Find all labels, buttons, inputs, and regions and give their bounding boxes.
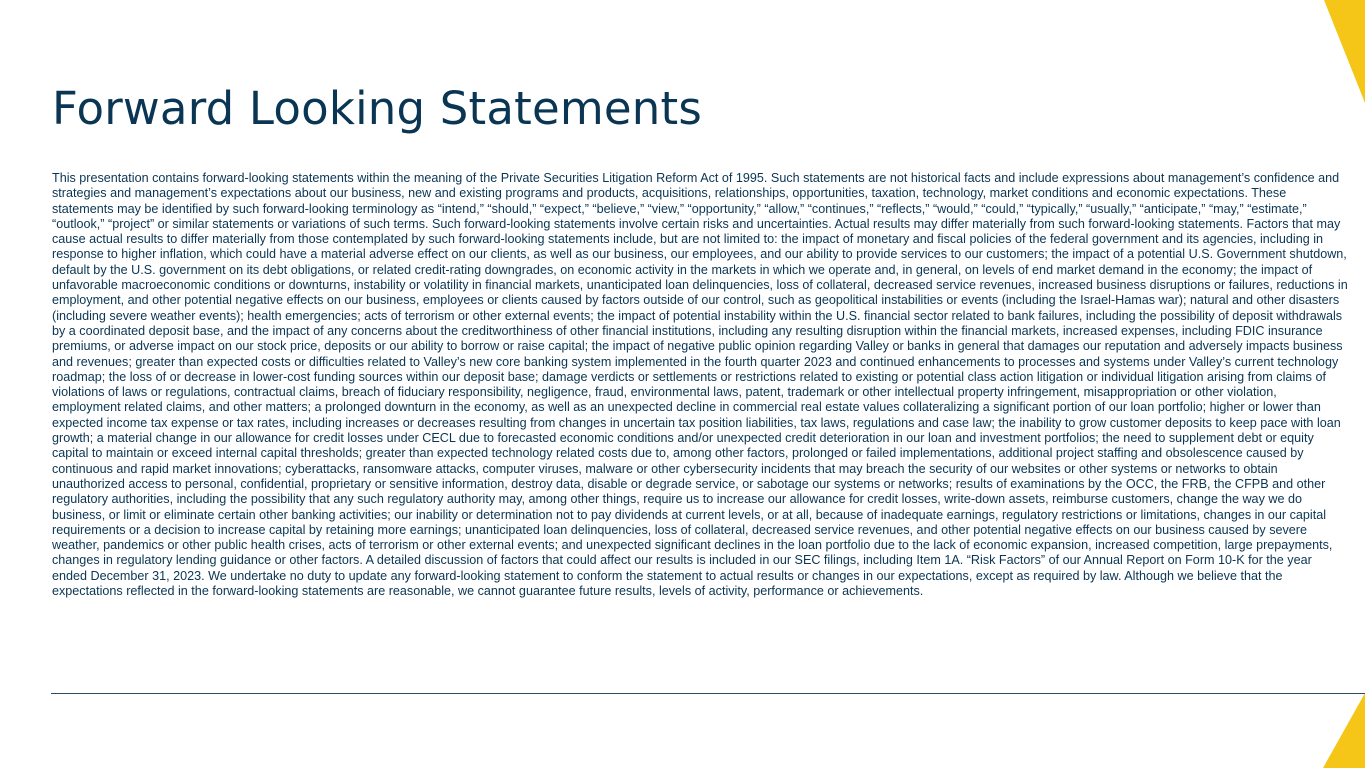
bottom-right-accent-shape xyxy=(1323,693,1365,768)
footer-divider xyxy=(51,693,1365,694)
top-right-accent-shape xyxy=(1324,0,1365,103)
disclaimer-paragraph: This presentation contains forward-looking statements within the meaning of the Private Securities Litigation Reform Act of 1995. Such statements are not historical facts and include expressions about management’s confidence and strategies and management’s expectations about our business, new and existing programs and products, acquisitions, relationships, opportunities, taxation, technology, market conditions and economic expectations. These statements may be identified by such forward-looking terminology as “intend,” “should,” “expect,” “believe,” “view,” “opportunity,” “allow,” “continues,” “reflects,” “would,” “could,” “typically,” “usually,” “anticipate,” “may,” “estimate,” “outlook,” “project” or similar statements or variations of such terms. Such forward-looking statements involve certain risks and uncertainties. Actual results may differ materially from such forward-looking statements. Factors that may cause actual results to differ materially from those contemplated by such forward-looking statements include, but are not limited to: the impact of monetary and fiscal policies of the federal government and its agencies, including in response to higher inflation, which could have a material adverse effect on our clients, as well as our business, our employees, and our ability to provide services to our customers; the impact of a potential U.S. Government shutdown, default by the U.S. government on its debt obligations, or related credit-rating downgrades, on economic activity in the markets in which we operate and, in general, on levels of end market demand in the economy; the impact of unfavorable macroeconomic conditions or downturns, instability or volatility in financial markets, unanticipated loan delinquencies, loss of collateral, decreased service revenues, increased business disruptions or failures, reductions in employment, and other potential negative effects on our business, employees or clients caused by factors outside of our control, such as geopolitical instabilities or events (including the Israel-Hamas war); natural and other disasters (including severe weather events); health emergencies; acts of terrorism or other external events; the impact of potential instability within the U.S. financial sector related to bank failures, including the possibility of deposit withdrawals by a coordinated deposit base, and the impact of any concerns about the creditworthiness of other financial institutions, including any resulting disruption within the financial markets, increased expenses, including FDIC insurance premiums, or adverse impact on our stock price, deposits or our ability to borrow or raise capital; the impact of negative public opinion regarding Valley or banks in general that damages our reputation and adversely impacts business and revenues; greater than expected costs or difficulties related to Valley’s new core banking system implemented in the fourth quarter 2023 and continued enhancements to processes and systems under Valley’s current technology roadmap; the loss of or decrease in lower-cost funding sources within our deposit base; damage verdicts or settlements or restrictions related to existing or potential class action litigation or individual litigation arising from claims of violations of laws or regulations, contractual claims, breach of fiduciary responsibility, negligence, fraud, environmental laws, patent, trademark or other intellectual property infringement, misappropriation or other violation, employment related claims, and other matters; a prolonged downturn in the economy, as well as an unexpected decline in commercial real estate values collateralizing a significant portion of our loan portfolio; higher or lower than expected income tax expense or tax rates, including increases or decreases resulting from changes in uncertain tax position liabilities, tax laws, regulations and case law; the inability to grow customer deposits to keep pace with loan growth; a material change in our allowance for credit losses under CECL due to forecasted economic conditions and/or unexpected credit deterioration in our loan and investment portfolios; the need to supplement debt or equity capital to maintain or exceed internal capital thresholds; greater than expected technology related costs due to, among other factors, prolonged or failed implementations, additional project staffing and obsolescence caused by continuous and rapid market innovations; cyberattacks, ransomware attacks, computer viruses, malware or other cybersecurity incidents that may breach the security of our websites or other systems or networks to obtain unauthorized access to personal, confidential, proprietary or sensitive information, destroy data, disable or degrade service, or sabotage our systems or networks; results of examinations by the OCC, the FRB, the CFPB and other regulatory authorities, including the possibility that any such regulatory authority may, among other things, require us to increase our allowance for credit losses, write-down assets, reimburse customers, change the way we do business, or limit or eliminate certain other banking activities; our inability or determination not to pay dividends at current levels, or at all, because of inadequate earnings, regulatory restrictions or limitations, changes in our capital requirements or a decision to increase capital by retaining more earnings; unanticipated loan delinquencies, loss of collateral, decreased service revenues, and other potential negative effects on our business caused by severe weather, pandemics or other public health crises, acts of terrorism or other external events; and unexpected significant declines in the loan portfolio due to the lack of economic expansion, increased competition, large prepayments, changes in regulatory lending guidance or other factors. A detailed discussion of factors that could affect our results is included in our SEC filings, including Item 1A. “Risk Factors” of our Annual Report on Form 10-K for the year ended December 31, 2023. We undertake no duty to update any forward-looking statement to conform the statement to actual results or changes in our expectations, except as required by law. Although we believe that the expectations reflected in the forward-looking statements are reasonable, we cannot guarantee future results, levels of activity, performance or achievements. xyxy=(52,171,1348,599)
page-title: Forward Looking Statements xyxy=(52,82,703,135)
